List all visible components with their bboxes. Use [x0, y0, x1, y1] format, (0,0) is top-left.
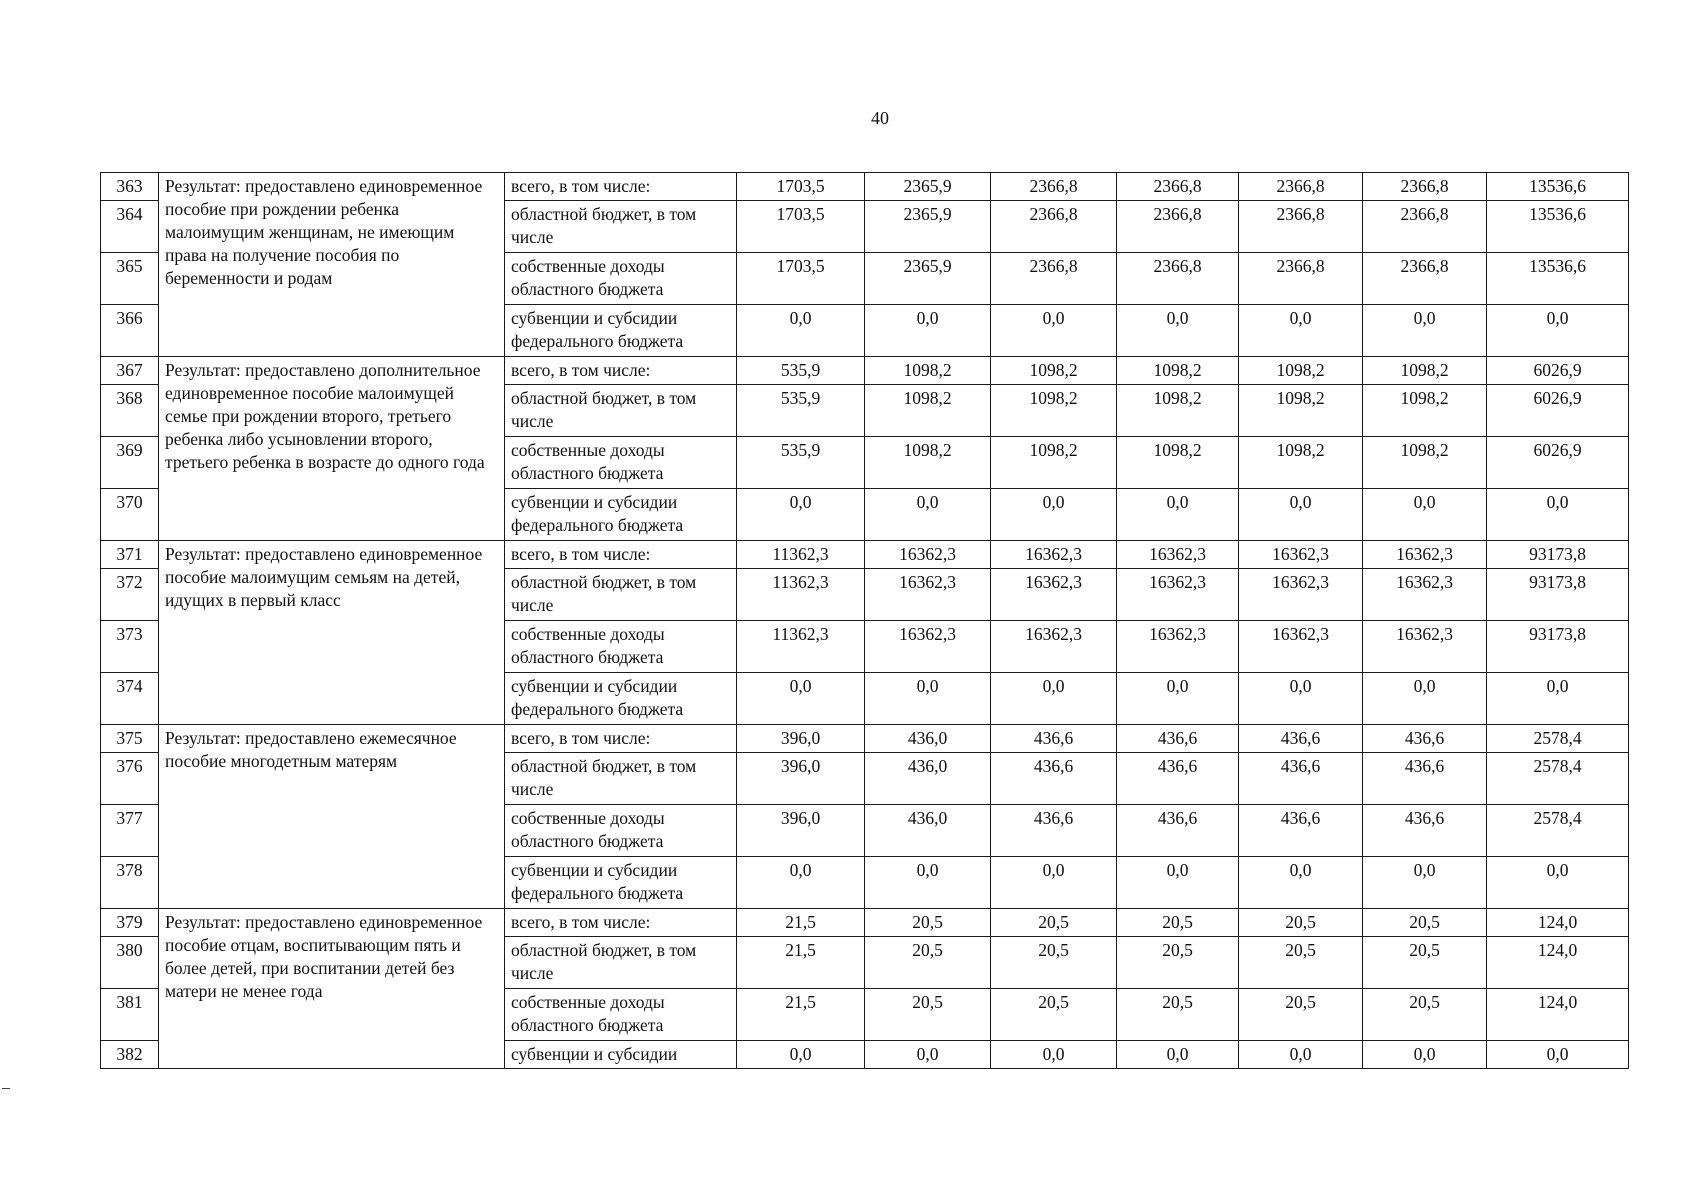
row-number: 365 — [101, 253, 159, 305]
value-cell: 0,0 — [1363, 489, 1487, 541]
value-cell: 16362,3 — [1117, 541, 1239, 569]
value-cell: 20,5 — [1117, 937, 1239, 989]
table-row — [101, 909, 1629, 937]
value-cell: 0,0 — [1363, 1041, 1487, 1069]
value-cell: 1098,2 — [1239, 385, 1363, 437]
value-cell: 0,0 — [1239, 857, 1363, 909]
value-cell: 535,9 — [737, 357, 865, 385]
value-cell: 1098,2 — [1117, 437, 1239, 489]
value-cell: 436,6 — [1117, 805, 1239, 857]
value-cell: 535,9 — [737, 437, 865, 489]
value-cell: 11362,3 — [737, 569, 865, 621]
value-cell: 20,5 — [1239, 989, 1363, 1041]
total-value-cell: 93173,8 — [1487, 541, 1629, 569]
row-number: 375 — [101, 725, 159, 753]
funding-source: собственные доходы областного бюджета — [505, 621, 737, 673]
total-value-cell: 13536,6 — [1487, 173, 1629, 201]
value-cell: 436,6 — [1363, 753, 1487, 805]
value-cell: 1098,2 — [865, 357, 991, 385]
value-cell: 16362,3 — [991, 621, 1117, 673]
value-cell: 16362,3 — [1239, 621, 1363, 673]
result-description: Результат: предоставлено ежемесячное пособие многодетным матерям — [159, 725, 505, 909]
value-cell: 535,9 — [737, 385, 865, 437]
total-value-cell: 2578,4 — [1487, 805, 1629, 857]
value-cell: 21,5 — [737, 937, 865, 989]
value-cell: 2366,8 — [1363, 201, 1487, 253]
value-cell: 1098,2 — [991, 385, 1117, 437]
row-number: 378 — [101, 857, 159, 909]
value-cell: 2366,8 — [1239, 201, 1363, 253]
funding-source: собственные доходы областного бюджета — [505, 253, 737, 305]
value-cell: 0,0 — [1239, 1041, 1363, 1069]
value-cell: 20,5 — [1239, 937, 1363, 989]
value-cell: 2365,9 — [865, 173, 991, 201]
row-number: 382 — [101, 1041, 159, 1069]
value-cell: 436,6 — [1117, 753, 1239, 805]
result-description: Результат: предоставлено единовременное пособие при рождении ребенка малоимущим женщинам, не имеющим права на получение пособия по беременности и родам — [159, 173, 505, 357]
value-cell: 11362,3 — [737, 541, 865, 569]
value-cell: 0,0 — [865, 857, 991, 909]
value-cell: 436,6 — [991, 753, 1117, 805]
total-value-cell: 124,0 — [1487, 937, 1629, 989]
value-cell: 16362,3 — [1363, 569, 1487, 621]
value-cell: 0,0 — [991, 857, 1117, 909]
value-cell: 436,6 — [991, 805, 1117, 857]
value-cell: 2366,8 — [1363, 253, 1487, 305]
page-number: 40 — [871, 108, 889, 128]
value-cell: 436,6 — [1239, 725, 1363, 753]
value-cell: 0,0 — [991, 673, 1117, 725]
value-cell: 16362,3 — [991, 569, 1117, 621]
value-cell: 16362,3 — [1363, 541, 1487, 569]
funding-source: всего, в том числе: — [505, 173, 737, 201]
row-number: 371 — [101, 541, 159, 569]
value-cell: 0,0 — [737, 489, 865, 541]
row-number: 376 — [101, 753, 159, 805]
value-cell: 20,5 — [1363, 989, 1487, 1041]
row-number: 367 — [101, 357, 159, 385]
value-cell: 0,0 — [737, 857, 865, 909]
value-cell: 20,5 — [1117, 989, 1239, 1041]
budget-table — [100, 172, 1629, 1069]
funding-source: субвенции и субсидии федерального бюджета — [505, 305, 737, 357]
row-number: 364 — [101, 201, 159, 253]
value-cell: 20,5 — [865, 937, 991, 989]
total-value-cell: 13536,6 — [1487, 253, 1629, 305]
total-value-cell: 0,0 — [1487, 673, 1629, 725]
value-cell: 1098,2 — [1117, 357, 1239, 385]
row-number: 377 — [101, 805, 159, 857]
value-cell: 1098,2 — [1363, 437, 1487, 489]
value-cell: 0,0 — [737, 305, 865, 357]
value-cell: 1098,2 — [1239, 357, 1363, 385]
funding-source: субвенции и субсидии федерального бюджета — [505, 489, 737, 541]
value-cell: 2366,8 — [991, 173, 1117, 201]
table-row — [101, 725, 1629, 753]
value-cell: 21,5 — [737, 909, 865, 937]
value-cell: 16362,3 — [1363, 621, 1487, 673]
value-cell: 0,0 — [1117, 673, 1239, 725]
value-cell: 20,5 — [991, 989, 1117, 1041]
value-cell: 436,6 — [1239, 753, 1363, 805]
funding-source: субвенции и субсидии федерального бюджета — [505, 673, 737, 725]
value-cell: 16362,3 — [865, 569, 991, 621]
value-cell: 0,0 — [865, 305, 991, 357]
value-cell: 16362,3 — [1239, 541, 1363, 569]
result-description: Результат: предоставлено единовременное пособие отцам, воспитывающим пять и более детей, при воспитании детей без матери не менее года — [159, 909, 505, 1069]
funding-source: собственные доходы областного бюджета — [505, 989, 737, 1041]
value-cell: 1098,2 — [1363, 385, 1487, 437]
value-cell: 1703,5 — [737, 173, 865, 201]
funding-source: всего, в том числе: — [505, 357, 737, 385]
total-value-cell: 13536,6 — [1487, 201, 1629, 253]
value-cell: 0,0 — [1363, 673, 1487, 725]
value-cell: 20,5 — [865, 909, 991, 937]
value-cell: 0,0 — [1363, 305, 1487, 357]
row-number: 369 — [101, 437, 159, 489]
value-cell: 436,0 — [865, 805, 991, 857]
value-cell: 0,0 — [865, 489, 991, 541]
value-cell: 16362,3 — [991, 541, 1117, 569]
value-cell: 436,0 — [865, 753, 991, 805]
row-number: 380 — [101, 937, 159, 989]
value-cell: 0,0 — [865, 1041, 991, 1069]
value-cell: 20,5 — [1363, 937, 1487, 989]
value-cell: 396,0 — [737, 725, 865, 753]
value-cell: 2366,8 — [1117, 253, 1239, 305]
total-value-cell: 2578,4 — [1487, 753, 1629, 805]
value-cell: 2366,8 — [1239, 253, 1363, 305]
value-cell: 1703,5 — [737, 201, 865, 253]
value-cell: 2366,8 — [1117, 173, 1239, 201]
value-cell: 2366,8 — [991, 201, 1117, 253]
total-value-cell: 0,0 — [1487, 489, 1629, 541]
value-cell: 20,5 — [1117, 909, 1239, 937]
value-cell: 2365,9 — [865, 201, 991, 253]
value-cell: 436,6 — [1239, 805, 1363, 857]
value-cell: 1098,2 — [865, 437, 991, 489]
value-cell: 2365,9 — [865, 253, 991, 305]
funding-source: всего, в том числе: — [505, 725, 737, 753]
margin-mark — [2, 1088, 10, 1089]
value-cell: 20,5 — [1239, 909, 1363, 937]
value-cell: 0,0 — [991, 1041, 1117, 1069]
table-row — [101, 173, 1629, 201]
value-cell: 396,0 — [737, 753, 865, 805]
value-cell: 16362,3 — [1239, 569, 1363, 621]
value-cell: 0,0 — [865, 673, 991, 725]
total-value-cell: 0,0 — [1487, 857, 1629, 909]
table-row — [101, 357, 1629, 385]
value-cell: 2366,8 — [1239, 173, 1363, 201]
value-cell: 0,0 — [1239, 305, 1363, 357]
funding-source: всего, в том числе: — [505, 541, 737, 569]
value-cell: 0,0 — [737, 673, 865, 725]
value-cell: 0,0 — [1117, 1041, 1239, 1069]
funding-source: областной бюджет, в том числе — [505, 937, 737, 989]
row-number: 366 — [101, 305, 159, 357]
value-cell: 0,0 — [1239, 673, 1363, 725]
row-number: 381 — [101, 989, 159, 1041]
value-cell: 436,0 — [865, 725, 991, 753]
value-cell: 1098,2 — [991, 437, 1117, 489]
row-number: 370 — [101, 489, 159, 541]
value-cell: 0,0 — [1239, 489, 1363, 541]
value-cell: 0,0 — [1117, 489, 1239, 541]
value-cell: 1098,2 — [1363, 357, 1487, 385]
value-cell: 20,5 — [991, 909, 1117, 937]
value-cell: 2366,8 — [991, 253, 1117, 305]
value-cell: 2366,8 — [1363, 173, 1487, 201]
value-cell: 16362,3 — [1117, 621, 1239, 673]
value-cell: 1098,2 — [1117, 385, 1239, 437]
total-value-cell: 6026,9 — [1487, 357, 1629, 385]
value-cell: 20,5 — [1363, 909, 1487, 937]
total-value-cell: 6026,9 — [1487, 385, 1629, 437]
row-number: 363 — [101, 173, 159, 201]
total-value-cell: 0,0 — [1487, 1041, 1629, 1069]
funding-source: субвенции и субсидии — [505, 1041, 737, 1069]
value-cell: 436,6 — [991, 725, 1117, 753]
funding-source: всего, в том числе: — [505, 909, 737, 937]
value-cell: 1098,2 — [865, 385, 991, 437]
row-number: 374 — [101, 673, 159, 725]
value-cell: 21,5 — [737, 989, 865, 1041]
row-number: 368 — [101, 385, 159, 437]
result-description: Результат: предоставлено дополнительное единовременное пособие малоимущей семье при рождении второго, третьего ребенка либо усыновлении второго, третьего ребенка в возрасте до одного года — [159, 357, 505, 541]
funding-source: собственные доходы областного бюджета — [505, 437, 737, 489]
total-value-cell: 93173,8 — [1487, 569, 1629, 621]
value-cell: 2366,8 — [1117, 201, 1239, 253]
row-number: 372 — [101, 569, 159, 621]
value-cell: 396,0 — [737, 805, 865, 857]
table-body — [101, 173, 1629, 1069]
value-cell: 436,6 — [1363, 725, 1487, 753]
table-row — [101, 541, 1629, 569]
value-cell: 1098,2 — [1239, 437, 1363, 489]
total-value-cell: 2578,4 — [1487, 725, 1629, 753]
value-cell: 436,6 — [1117, 725, 1239, 753]
value-cell: 1703,5 — [737, 253, 865, 305]
total-value-cell: 124,0 — [1487, 989, 1629, 1041]
row-number: 373 — [101, 621, 159, 673]
value-cell: 0,0 — [991, 489, 1117, 541]
total-value-cell: 124,0 — [1487, 909, 1629, 937]
funding-source: областной бюджет, в том числе — [505, 385, 737, 437]
value-cell: 0,0 — [1117, 305, 1239, 357]
funding-source: областной бюджет, в том числе — [505, 753, 737, 805]
row-number: 379 — [101, 909, 159, 937]
funding-source: субвенции и субсидии федерального бюджета — [505, 857, 737, 909]
total-value-cell: 6026,9 — [1487, 437, 1629, 489]
value-cell: 16362,3 — [1117, 569, 1239, 621]
funding-source: областной бюджет, в том числе — [505, 201, 737, 253]
value-cell: 436,6 — [1363, 805, 1487, 857]
value-cell: 0,0 — [991, 305, 1117, 357]
value-cell: 20,5 — [991, 937, 1117, 989]
result-description: Результат: предоставлено единовременное пособие малоимущим семьям на детей, идущих в первый класс — [159, 541, 505, 725]
value-cell: 20,5 — [865, 989, 991, 1041]
funding-source: собственные доходы областного бюджета — [505, 805, 737, 857]
value-cell: 0,0 — [1363, 857, 1487, 909]
value-cell: 16362,3 — [865, 541, 991, 569]
total-value-cell: 93173,8 — [1487, 621, 1629, 673]
total-value-cell: 0,0 — [1487, 305, 1629, 357]
value-cell: 1098,2 — [991, 357, 1117, 385]
value-cell: 0,0 — [1117, 857, 1239, 909]
value-cell: 0,0 — [737, 1041, 865, 1069]
value-cell: 16362,3 — [865, 621, 991, 673]
funding-source: областной бюджет, в том числе — [505, 569, 737, 621]
value-cell: 11362,3 — [737, 621, 865, 673]
